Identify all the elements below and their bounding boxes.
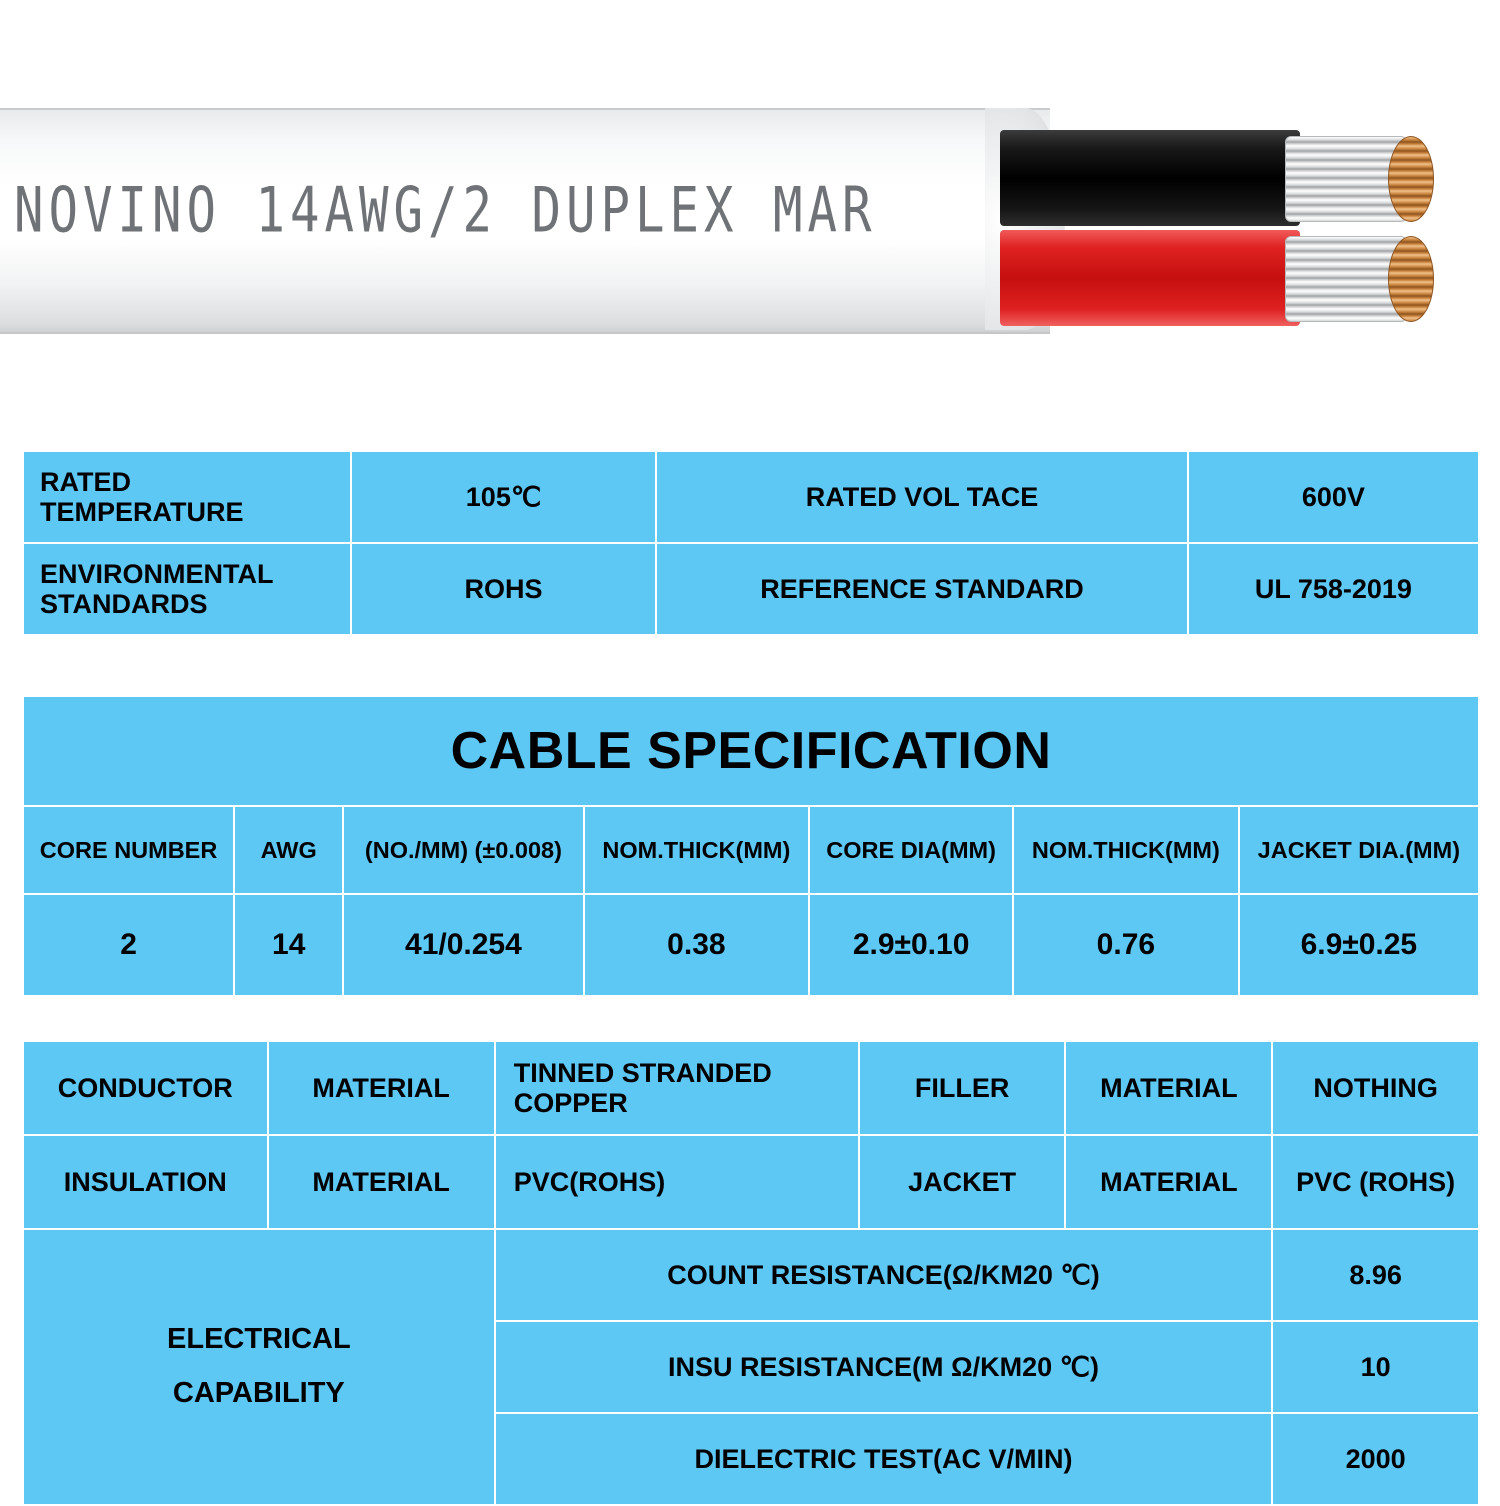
ratings-table-wrapper bbox=[22, 450, 1480, 636]
table-row bbox=[23, 1229, 1479, 1321]
jacket-print-text: NOVINO 14AWG/2 DUPLEX MAR bbox=[14, 174, 877, 247]
value-core-dia: 2.9±0.10 bbox=[809, 894, 1013, 996]
rated-temperature-value: 105℃ bbox=[351, 451, 657, 543]
electrical-capability-line1: ELECTRICAL bbox=[167, 1323, 351, 1356]
insulation-material-label: MATERIAL bbox=[268, 1135, 495, 1229]
count-resistance-label: COUNT RESISTANCE(Ω/KM20 ℃) bbox=[495, 1229, 1273, 1321]
header-nom-thick-2: NOM.THICK(MM) bbox=[1013, 806, 1239, 894]
value-awg: 14 bbox=[234, 894, 343, 996]
rated-voltage-value: 600V bbox=[1188, 451, 1479, 543]
filler-label: FILLER bbox=[859, 1041, 1066, 1135]
rated-temperature-label: RATED TEMPERATURE bbox=[23, 451, 351, 543]
cable-specification-table bbox=[22, 695, 1480, 997]
count-resistance-value: 8.96 bbox=[1272, 1229, 1479, 1321]
environmental-standards-label: ENVIRONMENTAL STANDARDS bbox=[23, 543, 351, 635]
header-nom-thick-1: NOM.THICK(MM) bbox=[584, 806, 810, 894]
environmental-standards-value: ROHS bbox=[351, 543, 657, 635]
materials-table bbox=[22, 1040, 1480, 1506]
header-no-per-mm: (NO./MM) (±0.008) bbox=[343, 806, 583, 894]
dielectric-test-value: 2000 bbox=[1272, 1413, 1479, 1505]
table-row bbox=[23, 696, 1479, 806]
black-conductor-copper-tip bbox=[1388, 136, 1434, 222]
table-row bbox=[23, 451, 1479, 543]
value-nom-thick-2: 0.76 bbox=[1013, 894, 1239, 996]
insu-resistance-label: INSU RESISTANCE(M Ω/KM20 ℃) bbox=[495, 1321, 1273, 1413]
header-core-dia: CORE DIA(MM) bbox=[809, 806, 1013, 894]
filler-material-label: MATERIAL bbox=[1065, 1041, 1272, 1135]
value-no-per-mm: 41/0.254 bbox=[343, 894, 583, 996]
value-core-number: 2 bbox=[23, 894, 234, 996]
cable-specification-wrapper bbox=[22, 695, 1480, 997]
electrical-capability-line2: CAPABILITY bbox=[172, 1377, 345, 1409]
insulation-material-value: PVC(ROHS) bbox=[495, 1135, 859, 1229]
jacket-material-label: MATERIAL bbox=[1065, 1135, 1272, 1229]
insulation-label: INSULATION bbox=[23, 1135, 268, 1229]
conductor-material-label: MATERIAL bbox=[268, 1041, 495, 1135]
header-jacket-dia: JACKET DIA.(MM) bbox=[1239, 806, 1479, 894]
conductor-label: CONDUCTOR bbox=[23, 1041, 268, 1135]
dielectric-test-label: DIELECTRIC TEST(AC V/MIN) bbox=[495, 1413, 1273, 1505]
table-header-row bbox=[23, 806, 1479, 894]
conductor-material-value: TINNED STRANDED COPPER bbox=[495, 1041, 859, 1135]
red-conductor-copper-tip bbox=[1388, 236, 1434, 322]
black-conductor-insulation bbox=[1000, 130, 1300, 226]
header-core-number: CORE NUMBER bbox=[23, 806, 234, 894]
cable-specification-title: CABLE SPECIFICATION bbox=[23, 696, 1479, 806]
filler-material-value: NOTHING bbox=[1272, 1041, 1479, 1135]
electrical-capability-label bbox=[23, 1229, 495, 1505]
value-jacket-dia: 6.9±0.25 bbox=[1239, 894, 1479, 996]
cable-product-image bbox=[0, 0, 1500, 420]
materials-table-wrapper bbox=[22, 1040, 1480, 1506]
table-row bbox=[23, 1041, 1479, 1135]
reference-standard-value: UL 758-2019 bbox=[1188, 543, 1479, 635]
table-row bbox=[23, 894, 1479, 996]
reference-standard-label: REFERENCE STANDARD bbox=[656, 543, 1187, 635]
rated-voltage-label: RATED VOL TACE bbox=[656, 451, 1187, 543]
insu-resistance-value: 10 bbox=[1272, 1321, 1479, 1413]
value-nom-thick-1: 0.38 bbox=[584, 894, 810, 996]
jacket-material-value: PVC (ROHS) bbox=[1272, 1135, 1479, 1229]
jacket-label: JACKET bbox=[859, 1135, 1066, 1229]
ratings-table bbox=[22, 450, 1480, 636]
table-row bbox=[23, 543, 1479, 635]
red-conductor-insulation bbox=[1000, 230, 1300, 326]
header-awg: AWG bbox=[234, 806, 343, 894]
table-row bbox=[23, 1135, 1479, 1229]
